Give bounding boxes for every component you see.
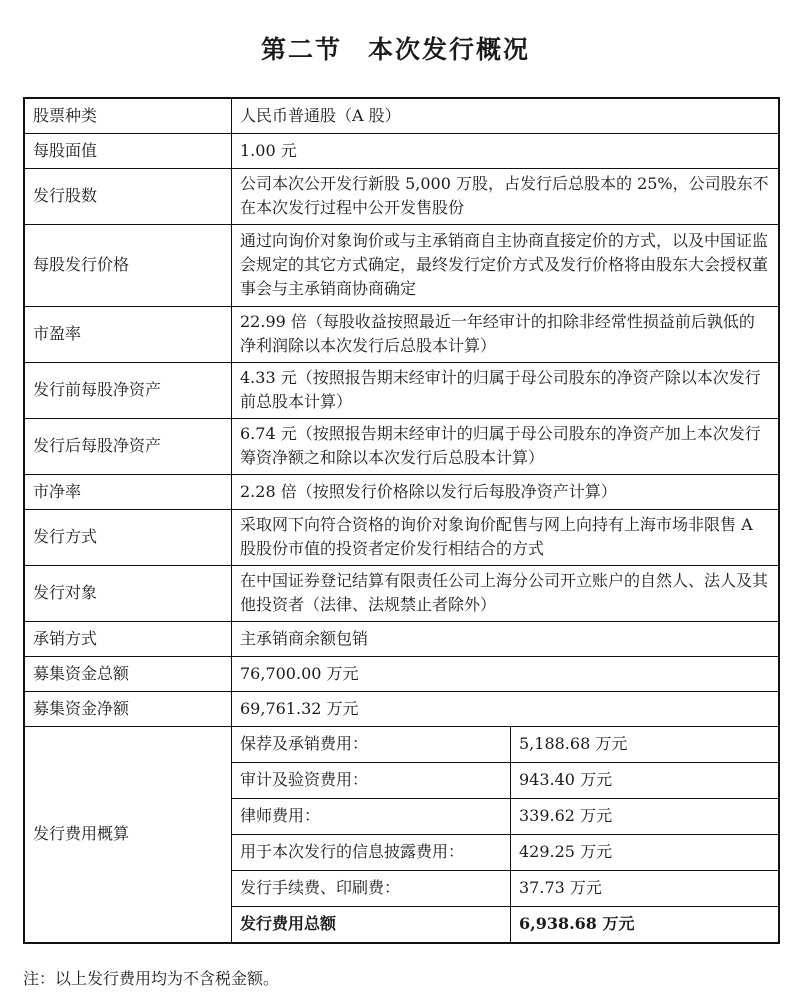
row-label: 每股发行价格: [24, 224, 232, 306]
row-value: 6.74 元（按照报告期末经审计的归属于母公司股东的净资产加上本次发行筹资净额之和除以本次发行后总股本计算）: [232, 418, 780, 474]
fee-name: 保荐及承销费用：: [232, 727, 511, 763]
section-number: 第二节: [260, 35, 342, 64]
fee-item: [232, 798, 778, 834]
row-label: 股票种类: [24, 98, 232, 133]
table-row: [24, 224, 779, 306]
row-value: 76,700.00 万元: [232, 656, 780, 691]
offering-overview-table: [23, 97, 780, 944]
fees-label: 发行费用概算: [24, 726, 232, 943]
fee-name: 律师费用：: [232, 798, 511, 834]
fee-total: [232, 906, 778, 942]
fee-amount: 5,188.68 万元: [511, 727, 779, 763]
row-value: 22.99 倍（每股收益按照最近一年经审计的扣除非经常性损益前后孰低的净利润除以本次发行后总股本计算）: [232, 306, 780, 362]
row-value: 采取网下向符合资格的询价对象询价配售与网上向持有上海市场非限售 A 股股份市值的投资者定价发行相结合的方式: [232, 509, 780, 565]
fees-table: [232, 727, 778, 942]
table-row: [24, 509, 779, 565]
table-row: [24, 656, 779, 691]
fee-total-name: 发行费用总额: [232, 906, 511, 942]
section-heading: 本次发行概况: [368, 35, 531, 64]
fee-item: [232, 727, 778, 763]
row-value: 2.28 倍（按照发行价格除以发行后每股净资产计算）: [232, 474, 780, 509]
row-label: 承销方式: [24, 621, 232, 656]
row-value: 在中国证券登记结算有限责任公司上海分公司开立账户的自然人、法人及其他投资者（法律、法规禁止者除外）: [232, 565, 780, 621]
fees-cell: [232, 726, 780, 943]
table-row: [24, 565, 779, 621]
fee-name: 审计及验资费用：: [232, 762, 511, 798]
row-label: 募集资金总额: [24, 656, 232, 691]
section-title: [0, 30, 791, 66]
row-label: 每股面值: [24, 133, 232, 168]
table-row: [24, 691, 779, 726]
table-row: [24, 362, 779, 418]
fee-item: [232, 834, 778, 870]
table-row: [24, 621, 779, 656]
row-label: 市盈率: [24, 306, 232, 362]
fee-name: 发行手续费、印刷费：: [232, 870, 511, 906]
table-row: [24, 418, 779, 474]
row-value: 4.33 元（按照报告期末经审计的归属于母公司股东的净资产除以本次发行前总股本计算）: [232, 362, 780, 418]
fee-amount: 429.25 万元: [511, 834, 779, 870]
row-label: 市净率: [24, 474, 232, 509]
row-value: 公司本次公开发行新股 5,000 万股，占发行后总股本的 25%，公司股东不在本次发行过程中公开发售股份: [232, 168, 780, 224]
row-label: 发行股数: [24, 168, 232, 224]
table-row: [24, 306, 779, 362]
row-label: 发行前每股净资产: [24, 362, 232, 418]
fee-amount: 339.62 万元: [511, 798, 779, 834]
row-value: 1.00 元: [232, 133, 780, 168]
row-value: 69,761.32 万元: [232, 691, 780, 726]
fee-name: 用于本次发行的信息披露费用：: [232, 834, 511, 870]
fees-row: [24, 726, 779, 943]
table-row: [24, 98, 779, 133]
fee-item: [232, 762, 778, 798]
fee-amount: 37.73 万元: [511, 870, 779, 906]
fee-amount: 943.40 万元: [511, 762, 779, 798]
row-label: 募集资金净额: [24, 691, 232, 726]
row-label: 发行对象: [24, 565, 232, 621]
row-label: 发行后每股净资产: [24, 418, 232, 474]
table-row: [24, 474, 779, 509]
row-value: 通过向询价对象询价或与主承销商自主协商直接定价的方式，以及中国证监会规定的其它方式确定，最终发行定价方式及发行价格将由股东大会授权董事会与主承销商协商确定: [232, 224, 780, 306]
fee-total-amount: 6,938.68 万元: [519, 914, 635, 933]
row-label: 发行方式: [24, 509, 232, 565]
row-value: 人民币普通股（A 股）: [232, 98, 780, 133]
row-value: 主承销商余额包销: [232, 621, 780, 656]
footnote: 注：以上发行费用均为不含税金额。: [23, 969, 280, 988]
table-row: [24, 133, 779, 168]
fee-item: [232, 870, 778, 906]
table-row: [24, 168, 779, 224]
